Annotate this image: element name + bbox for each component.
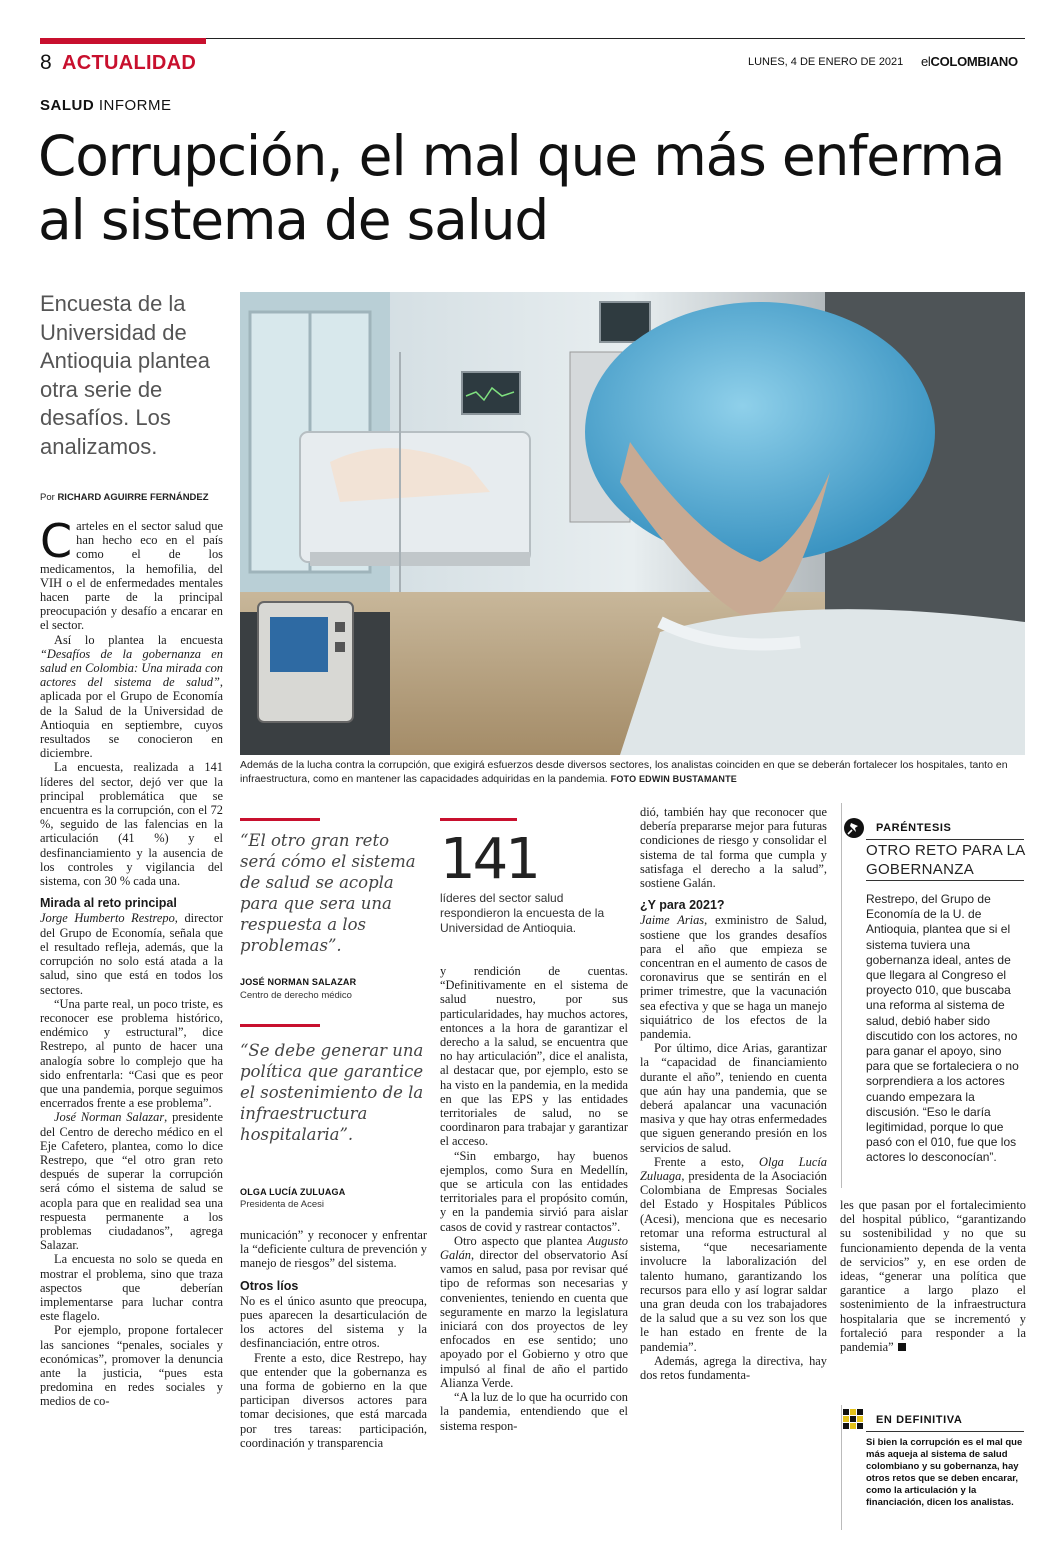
quote-2-author: OLGA LUCÍA ZULUAGA xyxy=(240,1187,346,1197)
quote-1-role: Centro de derecho médico xyxy=(240,990,352,1001)
paragraph: “Sin embargo, hay buenos ejemplos, como Sura en Medellín, que se articula con las entidades territoriales para el propósito común, y en la pandemia sirvió para aislar casos de covid y rastrear contactos”. xyxy=(440,1148,628,1234)
paragraph-text: , presidenta de la Asociación Colombiana de Empresas Sociales del Estado y Hospitales Públicos (Acesi), menciona que es necesario retomar una reforma estructural al sistema, “que necesariamente involucre la laboralización del talento humano, garantizando los recursos para ello y así lograr saldar una gran deuda con los trabajadores de la salud que a su vez son los que le han estado en frente de la pandemia”. xyxy=(640,1169,827,1354)
paragraph: Además, agrega la directiva, hay dos retos fundamenta- xyxy=(640,1353,827,1382)
paragraph: y rendición de cuentas. “Definitivamente en el sistema de salud nuestro, por sus particularidades, hay muchos actores, entonces a la hora de garantizar el derecho a la salud, se encuentra que no hay articulación”, dice el analista, al destacar que, por ejemplo, esto se ha visto en la pandemia, en la medida en que las EPS y las entidades territoriales de salud, no se coordinaron para trabajar y garantizar el acceso. xyxy=(440,964,628,1149)
paragraph-text: Frente a esto, xyxy=(654,1154,760,1169)
subheading: Mirada al reto principal xyxy=(40,896,177,911)
subheading: Otros líos xyxy=(240,1278,299,1293)
article-kicker xyxy=(40,97,172,114)
drop-cap: C xyxy=(40,514,73,568)
paragraph xyxy=(640,1155,827,1354)
byline xyxy=(40,492,209,503)
article-headline: Corrupción, el mal que más enferma al sistema de salud xyxy=(38,124,1005,252)
photo-credit: FOTO EDWIN BUSTAMANTE xyxy=(610,774,737,784)
summary-body: Si bien la corrupción es el mal que más aqueja al sistema de salud colombiano y su gobernanza, hay otros retos que se deben encarar, como la articulación y la financiación, dicen los analistas. xyxy=(866,1437,1023,1508)
stat-accent-bar xyxy=(440,818,517,821)
photo-caption xyxy=(240,758,1025,786)
section-name: ACTUALIDAD xyxy=(62,52,197,74)
paragraph-text: Otro aspecto que plantea xyxy=(454,1233,588,1248)
person-name: Jorge Humberto Restrepo xyxy=(40,911,175,926)
quote-2-role: Presidenta de Acesi xyxy=(240,1199,324,1210)
paragraph-text: , director del Grupo de Economía, señala que el resultado refleja, además, que la corrupción no solo está atada a la salud, sino que está en todos los sectores. xyxy=(40,911,223,997)
paragraph xyxy=(640,913,827,1041)
quote-accent-bar xyxy=(240,818,320,821)
byline-author: RICHARD AGUIRRE FERNÁNDEZ xyxy=(57,492,209,503)
paragraph xyxy=(40,911,223,996)
kicker-topic: SALUD xyxy=(40,97,95,114)
byline-prefix: Por xyxy=(40,492,55,503)
paragraph-text: , aplicada por el Grupo de Economía de la Salud de la Universidad de Antioquia en septiembre, cuyos resultados se conocieron en diciembre. xyxy=(40,675,223,761)
quote-1-author: JOSÉ NORMAN SALAZAR xyxy=(240,977,357,987)
hospital-photo-illustration xyxy=(240,292,1025,755)
masthead-prefix: el xyxy=(921,54,931,69)
kicker-type: INFORME xyxy=(98,97,172,114)
end-mark-icon xyxy=(898,1343,906,1351)
person-name: José Norman Salazar xyxy=(54,1110,165,1125)
paragraph: La encuesta no solo se queda en mostrar el problema, sino que traza aspectos que deberían implementarse para luchar contra este flagelo. xyxy=(40,1252,223,1324)
subheading: ¿Y para 2021? xyxy=(640,898,725,913)
article-column-2 xyxy=(240,1228,427,1450)
paragraph xyxy=(40,1110,223,1252)
paragraph: “Una parte real, un poco triste, es reconocer ese problema histórico, endémico y estructural”, dice Restrepo, al punto de hacer una analogía sobre lo complejo que ha sido enfrentarla: “Casi que es peor que una pandemia, porque seguimos encerrados frente a ese problema”. xyxy=(40,996,223,1111)
survey-title: “Desafíos de la gobernanza en salud en Colombia: Una mirada con actores del sistema de salud” xyxy=(40,646,223,690)
paragraph: dió, también hay que reconocer que debería prepararse mejor para futuras condiciones de riesgo y consolidar el sistema de tal forma que cumpla y satisfaga el derecho a la salud”, sostiene Galán. xyxy=(640,805,827,891)
section-color-bar xyxy=(40,38,206,44)
paragraph-text: , exministro de Salud, sostiene que los grandes desafíos para el año que empieza se concentran en el aumento de casos de coronavirus que se sentirán en el primer trimestre, que la vacunación sea efectiva y que se haga un manejo siquiátrico de los efectos de la pandemia. xyxy=(640,913,828,1042)
page-number: 8 xyxy=(40,51,52,74)
summary-rule xyxy=(866,1431,1024,1432)
person-name: Olga Lucía Zuluaga xyxy=(640,1154,827,1184)
sidebar-label: PARÉNTESIS xyxy=(876,822,952,834)
grid-icon xyxy=(842,1408,864,1430)
sidebar-rule xyxy=(866,839,1024,840)
paragraph xyxy=(840,1198,1026,1354)
paragraph: Por ejemplo, propone fortalecer las sanciones “penales, sociales y económicas”, promover la denuncia ante la justicia, “pues esta predomina en redes sociales y medios de co- xyxy=(40,1323,223,1409)
paragraph: “A la luz de lo que ha ocurrido con la pandemia, entendiendo que el sistema respon- xyxy=(440,1390,628,1433)
person-name: Augusto Galán xyxy=(440,1233,628,1263)
paragraph-text: , director del observatorio Así vamos en salud, pasa por revisar qué tipo de reformas son necesarias y convenientes, teniendo en cuenta que seguramente en marzo la legislatura iniciará con dos proyectos de ley enfocados en ese sentido; uno apoyado por el Gobierno y otro que impulsó al final de año el partido Alianza Verde. xyxy=(440,1248,628,1390)
paragraph: municación” y reconocer y enfrentar la “deficiente cultura de prevención y manejo de riesgos” del sistema. xyxy=(240,1228,427,1271)
pull-quote-1: “El otro gran reto será cómo el sistema de salud se acopla para que sera una respuesta a los problemas”. xyxy=(240,831,416,955)
stat-description: líderes del sector salud respondieron la encuesta de la Universidad de Antioquia. xyxy=(440,891,605,935)
article-column-1 xyxy=(40,514,223,1409)
person-name: Jaime Arias xyxy=(640,913,705,928)
article-column-5 xyxy=(840,1198,1026,1354)
sidebar-title: OTRO RETO PARA LA GOBERNANZA xyxy=(866,842,1025,878)
paragraph-text: arteles en el sector salud que han hecho eco en el país como el de los medicamentos, la hemofilia, del VIH o el de enfermedades mentales hacen parte de la principal preocupación y desafío a encarar en el sector. xyxy=(40,519,223,633)
paragraph: La encuesta, realizada a 141 líderes del sector, dejó ver que la principal problemática que se encuentra es la corrupción, con el 72 %, seguido de las falencias en la articulación (41 %) y el desfinanciamiento y la ausencia de los controles y vigilancia del sistema, con 30 % cada una. xyxy=(40,760,223,889)
stat-number: 141 xyxy=(440,827,538,892)
paragraph xyxy=(40,633,223,761)
paragraph xyxy=(40,514,223,633)
article-deck: Encuesta de la Universidad de Antioquia plantea otra serie de desafíos. Los analizamos. xyxy=(40,291,211,459)
paragraph: Frente a esto, dice Restrepo, hay que entender que la gobernanza es una forma de gobierno en la que participan diversos actores para tomar decisiones, que está marcada por tres tareas: participación, coordinación y transparencia xyxy=(240,1350,427,1450)
masthead-logo xyxy=(921,54,1018,69)
paragraph-text: les que pasan por el fortalecimiento del hospital público, “garantizando su sostenibilidad y no que su funcionamiento dependa de la venta de servicios” y, en ese orden de ideas, “generar una política que garantice a largo plazo el sostenimiento de la infraestructura hospitalaria que se incrementó y fortaleció para responder a la pandemia” xyxy=(840,1198,1026,1355)
paragraph: Por último, dice Arias, garantizar la “capacidad de financiamiento durante el año”, teniendo en cuenta que aún hay una pandemia, que se deberá apalancar una vacunación masiva y que hay otras enfermedades que siguen generando presión en los servicios de salud. xyxy=(640,1041,827,1155)
summary-label: EN DEFINITIVA xyxy=(876,1414,963,1426)
paragraph xyxy=(440,1234,628,1390)
sidebar-rule xyxy=(866,880,1024,881)
sidebar-body: Restrepo, del Grupo de Economía de la U. de Antioquia, plantea que si el sistema tuviera una gobernanza ideal, antes de que llegara al Congreso el proyecto 010, que buscaba una reforma al sistema de salud, debió haber sido discutido con los actores, no para ganar el apoyo, sino para que se fortaleciera o no sorprendiera a los actores cuando empezara la discusión. “Eso le daría legitimidad, porque lo que pasó con el 010, fue que los actores lo desconocían”. xyxy=(866,892,1019,1165)
pin-icon xyxy=(843,817,865,839)
article-photo xyxy=(240,292,1025,755)
article-column-4 xyxy=(640,805,827,1382)
paragraph-text: , presidente del Centro de derecho médico en el Eje Cafetero, plantea, como lo dice Restrepo, que “el otro gran reto después de superar la corrupción será cómo el sistema de salud se acopla para que en realidad sea una respuesta permanente a los problemas ciudadanos”, agrega Salazar. xyxy=(40,1110,223,1253)
pull-quote-2: “Se debe generar una política que garantice el sostenimiento de la infraestructura hospitalaria”. xyxy=(240,1041,424,1144)
quote-accent-bar xyxy=(240,1024,320,1027)
publication-date: LUNES, 4 DE ENERO DE 2021 xyxy=(748,56,904,68)
caption-text: Además de la lucha contra la corrupción, que exigirá esfuerzos desde diversos sectores, los analistas coinciden en que se deberán fortalecer los hospitales, tanto en infraestructura, como en mantener las capacidades adquiridas en la pandemia. xyxy=(240,759,1008,785)
paragraph-text: Así lo plantea la encuesta xyxy=(54,632,223,647)
masthead-name: COLOMBIANO xyxy=(930,54,1018,69)
paragraph: No es el único asunto que preocupa, pues aparecen la desarticulación de los actores del sistema y la desfinanciación, entre otros. xyxy=(240,1293,427,1351)
article-column-3 xyxy=(440,964,628,1433)
